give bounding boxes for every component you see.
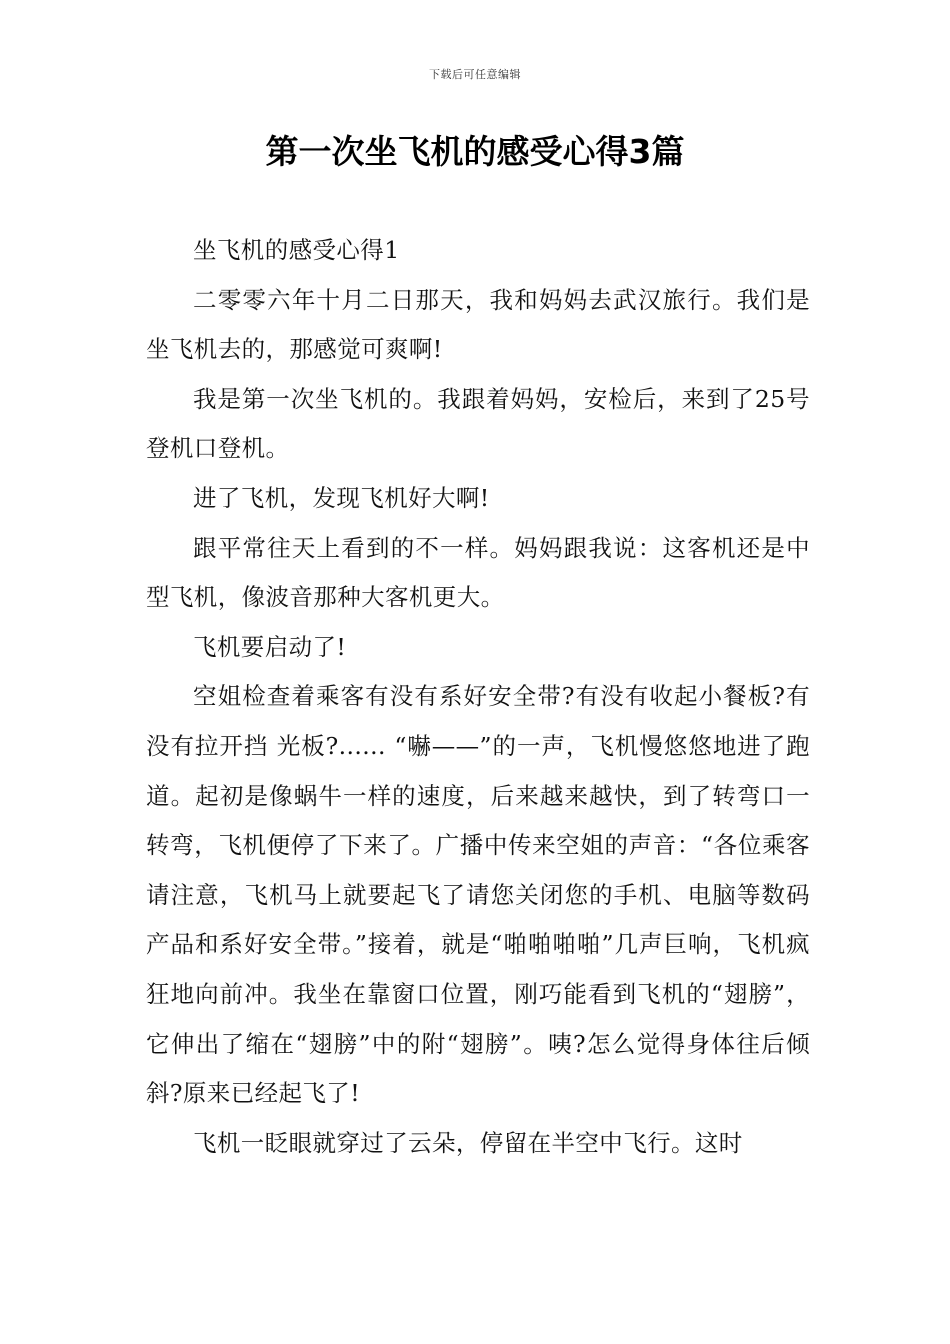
paragraph-subtitle: 坐飞机的感受心得1 xyxy=(193,236,400,264)
paragraph: 跟平常往天上看到的不一样。妈妈跟我说：这客机还是中型飞机，像波音那种大客机更大。 xyxy=(146,533,810,612)
paragraph: 飞机一眨眼就穿过了云朵，停留在半空中飞行。这时 xyxy=(193,1128,743,1157)
paragraph: 二零零六年十月二日那天，我和妈妈去武汉旅行。我们是坐飞机去的，那感觉可爽啊! xyxy=(146,285,810,364)
document-title: 第一次坐飞机的感受心得3篇 xyxy=(265,132,685,171)
paragraph: 我是第一次坐飞机的。我跟着妈妈，安检后，来到了25号登机口登机。 xyxy=(146,384,810,463)
paragraph: 进了飞机，发现飞机好大啊! xyxy=(193,483,490,512)
document-body xyxy=(146,226,810,1168)
paragraph: 飞机要启动了! xyxy=(193,632,347,661)
paragraph: 空姐检查着乘客有没有系好安全带?有没有收起小餐板?有没有拉开挡 光板?...... “嚇——”的一声，飞机慢悠悠地进了跑道。起初是像蜗牛一样的速度，后来越来越快，到了转弯口一转弯，飞机便停了下来了。广播中传来空姐的声音：“各位乘客请注意，飞机马上就要起飞了请您关闭您的手机、电脑等数码产品和系好安全带。”接着，就是“啪啪啪啪”几声巨响，飞机疯狂地向前冲。我坐在靠窗口位置，刚巧能看到飞机的“翅膀”，它伸出了缩在“翅膀”中的附“翅膀”。咦?怎么觉得身体往后倾斜?原来已经起飞了! xyxy=(146,682,810,1108)
header-note: 下载后可任意编辑 xyxy=(429,68,521,81)
